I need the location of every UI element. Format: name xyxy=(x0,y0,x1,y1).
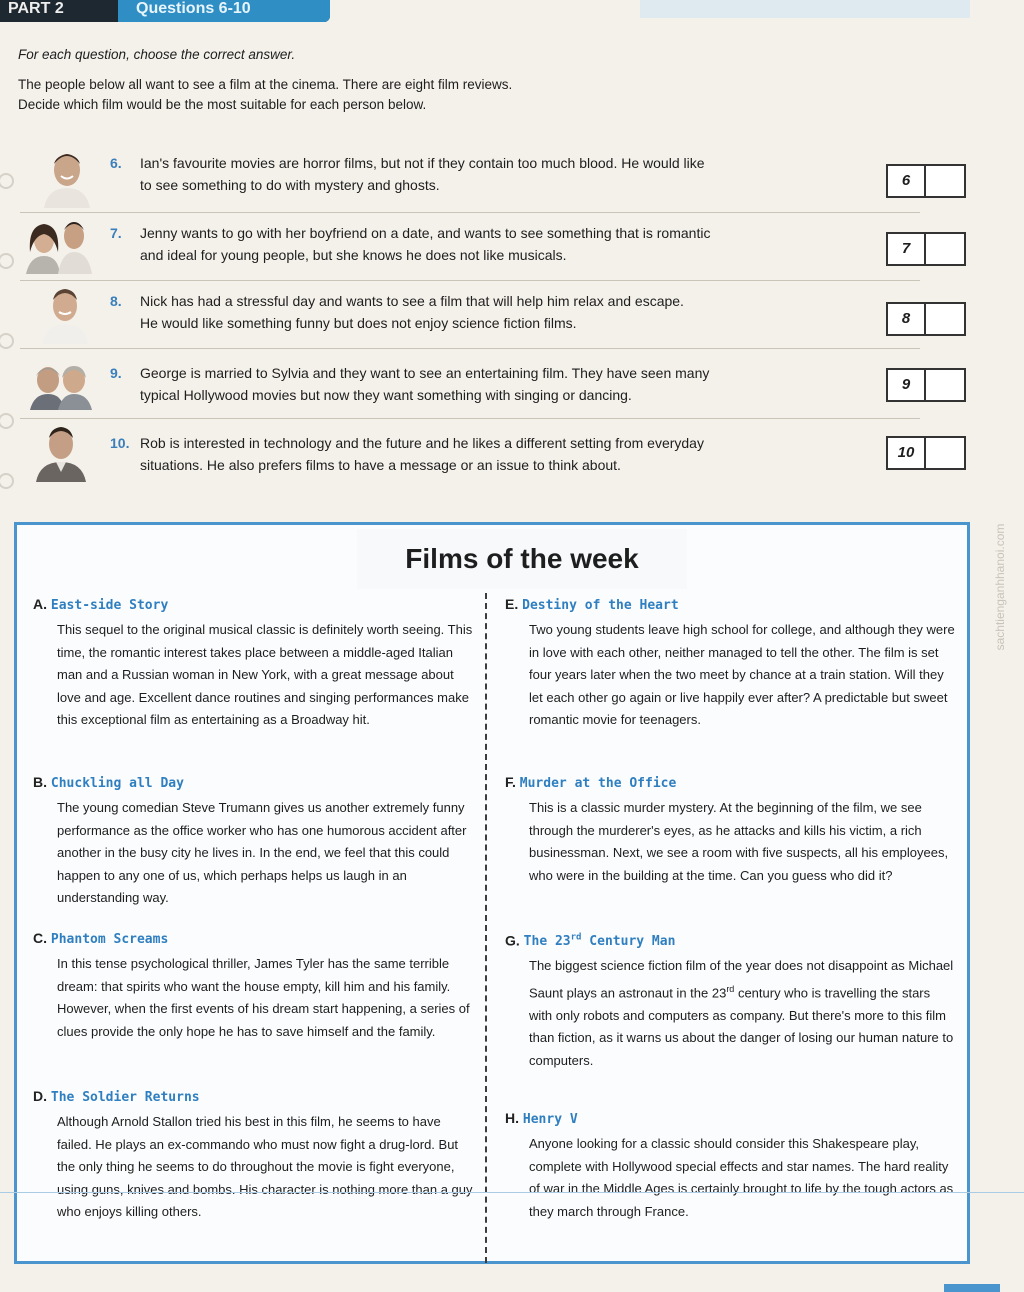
question-line-2: situations. He also prefers films to have a message or an issue to think about. xyxy=(140,457,621,473)
instruction-1: For each question, choose the correct answer. xyxy=(18,47,296,62)
answer-box-number: 7 xyxy=(888,234,926,264)
part-header xyxy=(0,0,330,22)
review-text: Anyone looking for a classic should consider this Shakespeare play, complete with Hollywood special effects and star names. The hard reality of war in the Middle Ages is certainly brought to life by the tough actors as they march through France. xyxy=(529,1136,954,1219)
question-line-1: Ian's favourite movies are horror films, but not if they contain too much blood. He would like xyxy=(140,155,705,171)
question-text xyxy=(140,290,860,334)
review-text: This sequel to the original musical classic is definitely worth seeing. This time, the romantic interest takes place between a middle-aged Italian man and a Russian woman in New York, with a great message about love and age. Excellent dance routines and singing performances make this exceptional film as entertaining as a Broadway hit. xyxy=(57,622,473,727)
question-line-2: He would like something funny but does not enjoy science fiction films. xyxy=(140,315,577,331)
question-divider xyxy=(20,348,920,349)
review-letter: A. xyxy=(33,596,47,612)
answer-box-10[interactable] xyxy=(886,436,966,470)
question-divider xyxy=(20,418,920,419)
review-title xyxy=(524,934,676,949)
review-c xyxy=(33,927,473,1043)
question-line-1: Nick has had a stressful day and wants to see a film that will help him relax and escape. xyxy=(140,293,684,309)
answer-box-number: 6 xyxy=(888,166,926,196)
binding-ring xyxy=(0,170,18,192)
instruction-3: Decide which film would be the most suitable for each person below. xyxy=(18,97,427,112)
answer-input[interactable] xyxy=(926,438,964,468)
binding-ring xyxy=(0,250,18,272)
page-edge-line xyxy=(0,1192,1024,1193)
review-title: Destiny of the Heart xyxy=(522,598,679,613)
binding-ring xyxy=(0,470,18,492)
question-line-2: and ideal for young people, but she knows he does not like musicals. xyxy=(140,247,567,263)
review-e xyxy=(505,593,955,732)
answer-input[interactable] xyxy=(926,234,964,264)
review-letter: G. xyxy=(505,932,520,949)
review-title: Phantom Screams xyxy=(50,932,169,947)
review-letter: D. xyxy=(33,1088,47,1104)
review-text xyxy=(529,955,955,1072)
question-line-2: to see something to do with mystery and ghosts. xyxy=(140,177,440,193)
review-text-sup: rd xyxy=(726,983,735,994)
answer-box-9[interactable] xyxy=(886,368,966,402)
question-text xyxy=(140,152,860,196)
review-text: Two young students leave high school for college, and although they were in love with each other, neither managed to tell the other. The film is set four years later when the two meet by chance at a train station. Will they let each other go again or live happily ever after? A predictable but sweet romantic movie for teenagers. xyxy=(529,622,955,727)
answer-box-number: 8 xyxy=(888,304,926,334)
answer-box-number: 9 xyxy=(888,370,926,400)
review-text: Although Arnold Stallon tried his best in this film, he seems to have failed. He plays an ex-commando who must now fight a drug-lord. But the only thing he seems to do throughout the movie is fight everyone, using guns, knives and bombs. His character is nothing more than a guy who enjoys killing others. xyxy=(57,1114,473,1219)
column-divider xyxy=(485,593,487,1263)
review-text-part-a: The biggest science fiction film of the year does not disappoint as Michael Saunt plays an astronaut in the 23 xyxy=(529,958,954,1001)
couple-avatar xyxy=(22,212,96,274)
review-text: The young comedian Steve Trumann gives us another extremely funny performance as the office worker who has one humorous accident after another in the busy city he lives in. In the end, we feel that this could happen to any one of us, which perhaps helps us laugh in an understanding way. xyxy=(57,800,467,905)
question-line-1: Jenny wants to go with her boyfriend on a date, and wants to see something that is romantic xyxy=(140,225,711,241)
answer-box-7[interactable] xyxy=(886,232,966,266)
answer-input[interactable] xyxy=(926,166,964,196)
question-number: 8. xyxy=(110,293,122,309)
review-a xyxy=(33,593,473,732)
review-letter: C. xyxy=(33,930,47,946)
question-line-1: Rob is interested in technology and the future and he likes a different setting from everyday xyxy=(140,435,704,451)
man-portrait-avatar xyxy=(30,420,92,482)
films-title: Films of the week xyxy=(357,529,687,589)
review-title-prefix: The 23 xyxy=(523,934,571,950)
films-panel xyxy=(14,522,970,1264)
questions-label: Questions 6-10 xyxy=(118,0,330,22)
review-text: This is a classic murder mystery. At the beginning of the film, we see through the murderer's eyes, as he attacks and kills his victim, a rich businessman. Next, we see a room with five suspects, all his employees, who were in the building at the time. Can you guess who did it? xyxy=(529,800,949,883)
question-number: 6. xyxy=(110,155,122,171)
question-number: 9. xyxy=(110,365,122,381)
question-divider xyxy=(20,212,920,213)
instruction-2: The people below all want to see a film at the cinema. There are eight film reviews. xyxy=(18,77,513,92)
question-text xyxy=(140,432,860,476)
review-letter: B. xyxy=(33,774,47,790)
watermark-text: sachtienganhhanoi.com xyxy=(993,523,1007,651)
review-title-sup: rd xyxy=(570,933,582,943)
question-divider xyxy=(20,280,920,281)
answer-box-number: 10 xyxy=(888,438,926,468)
watermark-side-text xyxy=(990,470,1010,710)
question-number: 7. xyxy=(110,225,122,241)
answer-input[interactable] xyxy=(926,370,964,400)
question-number: 10. xyxy=(110,435,130,451)
review-h xyxy=(505,1107,955,1223)
answer-box-6[interactable] xyxy=(886,164,966,198)
part-label: PART 2 xyxy=(8,0,64,17)
young-man-avatar xyxy=(34,282,96,344)
review-letter: H. xyxy=(505,1110,519,1126)
top-decoration xyxy=(640,0,970,18)
review-title: Henry V xyxy=(522,1112,578,1127)
review-title-suffix: Century Man xyxy=(581,934,676,950)
review-text-part-b: century who is travelling the stars with only robots and computers as company. But there's more to this film than fiction, as it warns us about the danger of losing our human nature to computers. xyxy=(529,985,954,1068)
question-line-2: typical Hollywood movies but now they want something with singing or dancing. xyxy=(140,387,632,403)
man-smiling-avatar xyxy=(36,146,98,208)
review-text: In this tense psychological thriller, James Tyler has the same terrible dream: that spirits who want the house empty, kill him and his family. However, when the first events of his dream start happening, a series of clues provide the only hope he has to save himself and the family. xyxy=(57,956,470,1039)
review-g xyxy=(505,927,955,1072)
review-b xyxy=(33,771,473,910)
bottom-tab-decoration xyxy=(944,1284,1000,1292)
answer-input[interactable] xyxy=(926,304,964,334)
review-title: Chuckling all Day xyxy=(50,776,184,791)
question-text xyxy=(140,222,860,266)
review-f xyxy=(505,771,955,887)
answer-box-8[interactable] xyxy=(886,302,966,336)
review-title: Murder at the Office xyxy=(519,776,677,791)
review-letter: E. xyxy=(505,596,519,612)
review-title: The Soldier Returns xyxy=(50,1090,200,1105)
binding-ring xyxy=(0,410,18,432)
review-letter: F. xyxy=(505,774,516,790)
review-d xyxy=(33,1085,473,1224)
binding-ring xyxy=(0,330,18,352)
older-couple-avatar xyxy=(28,358,94,410)
review-title: East-side Story xyxy=(50,598,169,613)
question-text xyxy=(140,362,860,406)
question-line-1: George is married to Sylvia and they want to see an entertaining film. They have seen many xyxy=(140,365,710,381)
